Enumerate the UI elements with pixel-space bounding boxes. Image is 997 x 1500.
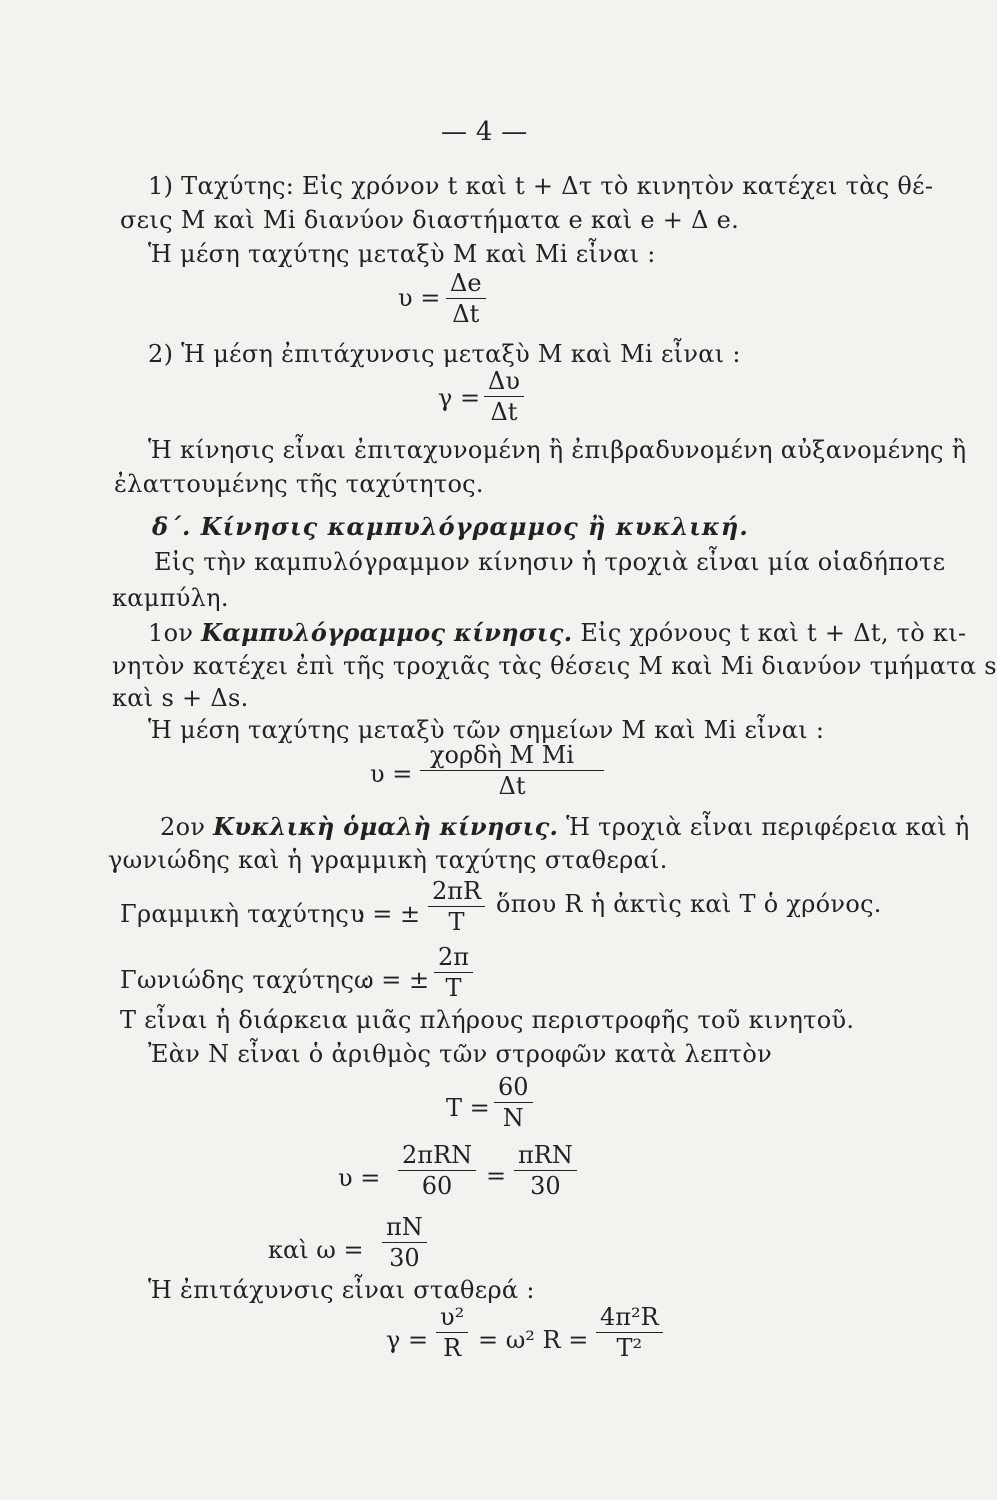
fraction-numerator: 60 xyxy=(494,1072,533,1103)
text-line: Τ εἶναι ἡ διάρκεια μιᾶς πλήρους περιστροφῆς τοῦ κινητοῦ. xyxy=(120,1006,855,1034)
text-line xyxy=(148,618,966,647)
text-line: γωνιώδης καὶ ἡ γραμμικὴ ταχύτης σταθεραί. xyxy=(108,846,668,874)
formula-lhs: υ = xyxy=(338,1164,381,1192)
text-line: Ἡ μέση ταχύτης μεταξὺ Μ καὶ Μi εἶναι : xyxy=(148,240,656,268)
formula-middle: = ω² R = xyxy=(478,1326,589,1354)
page-number: — 4 — xyxy=(441,117,528,147)
formula-angular-rpm xyxy=(382,1212,427,1273)
formula-velocity xyxy=(446,268,486,329)
fraction-numerator: υ² xyxy=(436,1302,468,1333)
formula-equals: = xyxy=(486,1162,507,1190)
formula-period xyxy=(494,1072,533,1133)
text-line: ἐλαττουμένης τῆς ταχύτητος. xyxy=(114,470,484,498)
fraction-numerator: πRN xyxy=(514,1140,577,1171)
formula-angular-velocity xyxy=(434,942,473,1003)
fraction-denominator: T xyxy=(448,908,465,936)
fraction-denominator: Δt xyxy=(452,300,480,328)
text-line: καμπύλη. xyxy=(112,584,229,612)
text-line: 2) Ἡ μέση ἐπιτάχυνσις μεταξὺ Μ καὶ Μi εἶναι : xyxy=(148,340,741,368)
formula-lhs: υ = ± xyxy=(350,900,421,928)
formula-velocity-rpm xyxy=(398,1140,476,1201)
text-line xyxy=(160,812,970,841)
fraction-denominator: R xyxy=(443,1334,462,1362)
fraction-denominator: 30 xyxy=(389,1244,420,1272)
text-fragment: Ἡ τροχιὰ εἶναι περιφέρεια καὶ ἡ xyxy=(566,813,970,841)
text-line: νητὸν κατέχει ἐπὶ τῆς τροχιᾶς τὰς θέσεις Μ καὶ Μi διανύον τμήματα s xyxy=(112,652,997,680)
formula-lhs: ω = ± xyxy=(354,966,430,994)
formula-lhs: καὶ ω = xyxy=(268,1236,364,1264)
formula-centripetal xyxy=(436,1302,468,1363)
text-line: καὶ s + Δs. xyxy=(112,684,249,712)
item-number: 2ον xyxy=(160,813,206,841)
formula-velocity-rpm-simplified xyxy=(514,1140,577,1201)
formula-lhs: υ = xyxy=(398,284,441,312)
fraction-numerator: 2πR xyxy=(428,876,485,907)
fraction-numerator: πN xyxy=(382,1212,427,1243)
fraction-numerator: Δυ xyxy=(484,366,524,397)
item-number: 1ον xyxy=(148,619,194,647)
text-line: σεις Μ καὶ Μi διανύον διαστήματα e καὶ e + Δ e. xyxy=(120,206,740,234)
formula-centripetal-period xyxy=(596,1302,663,1363)
text-line: Ἡ κίνησις εἶναι ἐπιταχυνομένη ἢ ἐπιβραδυνομένη αὐξανομένης ἢ xyxy=(148,436,967,464)
subsection-title: Καμπυλόγραμμος κίνησις. xyxy=(201,618,573,647)
section-heading: δ΄. Κίνησις καμπυλόγραμμος ἢ κυκλική. xyxy=(152,512,749,541)
formula-lhs: γ = xyxy=(386,1326,429,1354)
formula-lhs: υ = xyxy=(370,760,413,788)
formula-linear-velocity xyxy=(428,876,485,937)
fraction-denominator: Δt xyxy=(498,772,526,800)
fraction-numerator: 4π²R xyxy=(596,1302,663,1333)
formula-lhs: T = xyxy=(446,1094,490,1122)
text-line: Ἡ μέση ταχύτης μεταξὺ τῶν σημείων Μ καὶ Μi εἶναι : xyxy=(148,716,825,744)
text-line: Ἡ ἐπιτάχυνσις εἶναι σταθερά : xyxy=(148,1276,535,1304)
fraction-numerator: χορδὴ Μ Μi xyxy=(420,740,604,771)
text-fragment: Εἰς χρόνους t καὶ t + Δt, τὸ κι- xyxy=(580,619,967,647)
fraction-denominator: N xyxy=(502,1104,524,1132)
formula-label: Γωνιώδης ταχύτης : xyxy=(120,966,371,994)
formula-acceleration xyxy=(484,366,524,427)
text-line: 1) Ταχύτης: Εἰς χρόνον t καὶ t + Δτ τὸ κινητὸν κατέχει τὰς θέ- xyxy=(148,172,934,200)
fraction-denominator: 60 xyxy=(421,1172,453,1200)
formula-lhs: γ = xyxy=(438,384,481,412)
fraction-numerator: 2π xyxy=(434,942,473,973)
fraction-numerator: Δe xyxy=(446,268,486,299)
fraction-numerator: 2πRN xyxy=(398,1140,476,1171)
text-line: Ἐὰν Ν εἶναι ὁ ἀριθμὸς τῶν στροφῶν κατὰ λεπτὸν xyxy=(148,1040,773,1068)
text-line: ὅπου R ἡ ἀκτὶς καὶ Τ ὁ χρόνος. xyxy=(496,890,882,918)
formula-label: Γραμμικὴ ταχύτης : xyxy=(120,900,366,928)
fraction-denominator: T xyxy=(445,974,462,1002)
subsection-title: Κυκλικὴ ὁμαλὴ κίνησις. xyxy=(213,812,559,841)
text-line: Εἰς τὴν καμπυλόγραμμον κίνησιν ἡ τροχιὰ εἶναι μία οἱαδήποτε xyxy=(154,548,946,576)
fraction-denominator: Δt xyxy=(490,398,518,426)
fraction-denominator: 30 xyxy=(530,1172,561,1200)
fraction-denominator: T² xyxy=(616,1334,643,1362)
formula-chord-velocity xyxy=(420,740,604,801)
